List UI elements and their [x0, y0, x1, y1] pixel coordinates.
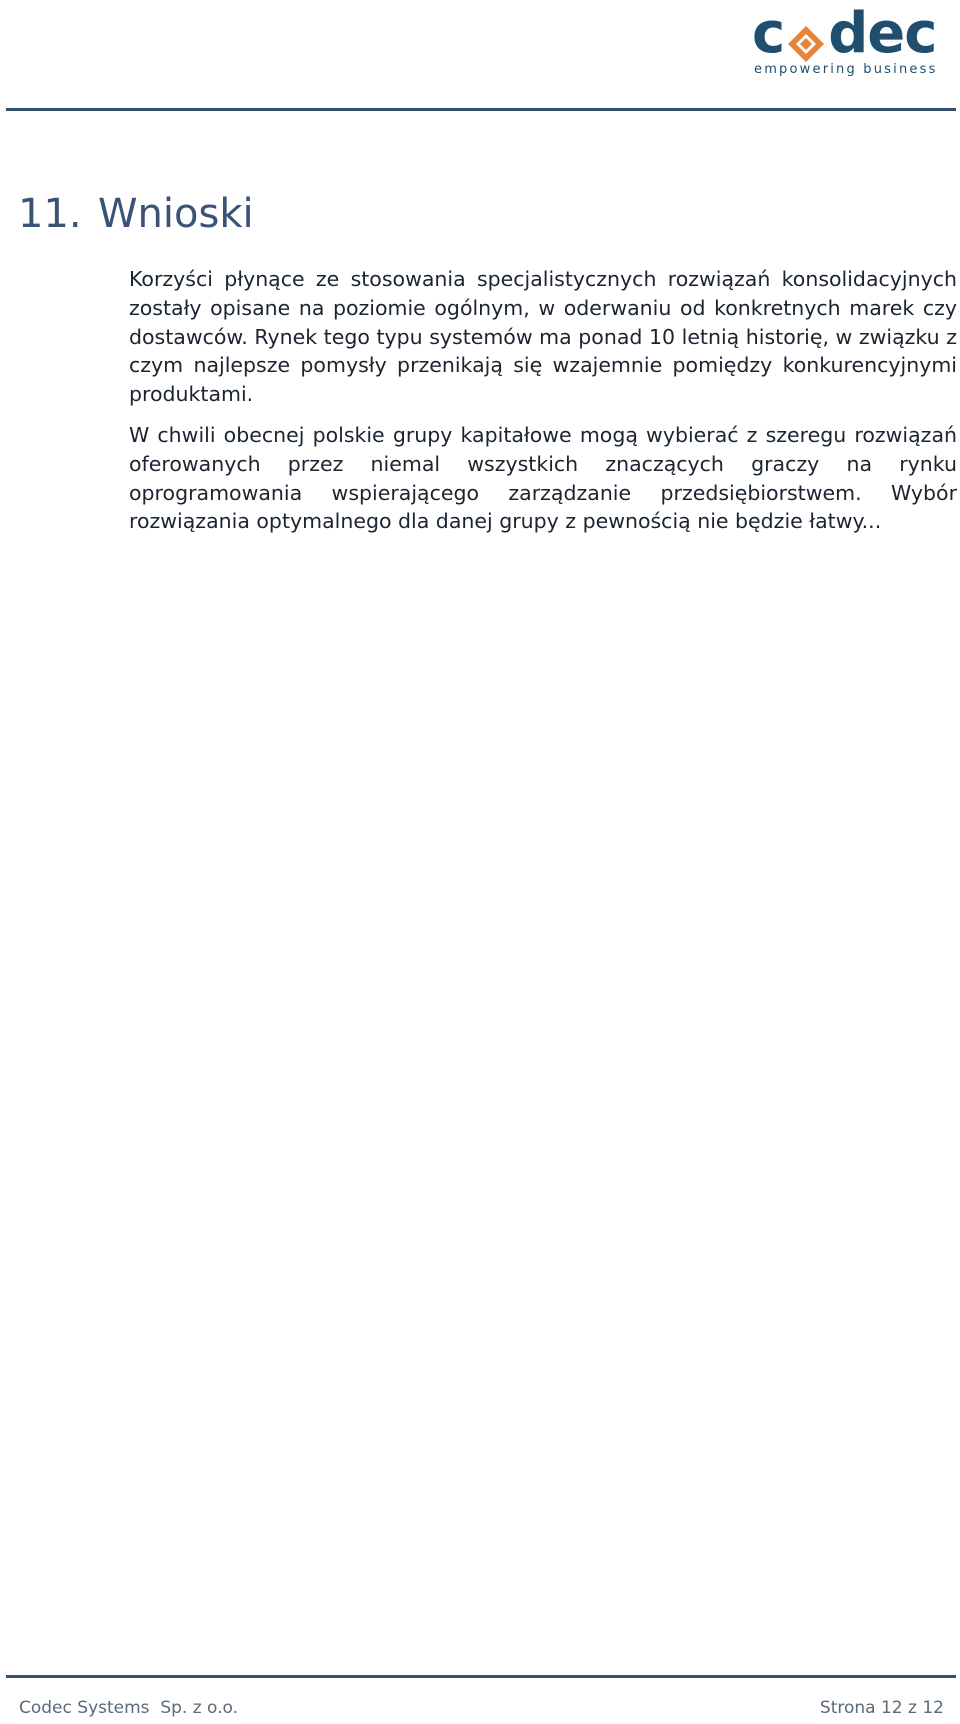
footer-page-number: Strona 12 z 12 — [819, 1698, 944, 1718]
header-divider — [6, 108, 956, 111]
logo-wordmark — [752, 1, 944, 66]
body-text — [129, 265, 957, 548]
paragraph-1: Korzyści płynące ze stosowania specjalistycznych rozwiązań konsolidacyjnych zostały opisane na poziomie ogólnym, w oderwaniu od konkretnych marek czy dostawców. Rynek tego typu systemów ma ponad 10 letnią historię, w związku z czym najlepsze pomysły przenikają się wzajemnie pomiędzy konkurencyjnymi produktami. — [129, 267, 957, 407]
footer-company-name: Codec Systems Sp. z o.o. — [19, 1698, 239, 1718]
company-logo — [752, 1, 944, 78]
logo-diamond-icon — [786, 18, 826, 58]
logo-tagline: empowering business — [754, 62, 938, 77]
logo-letter-c: c — [752, 1, 785, 66]
footer-divider — [6, 1675, 956, 1678]
section-title: Wnioski — [98, 191, 254, 237]
logo-letters-dec: dec — [828, 1, 937, 66]
section-number: 11. — [18, 191, 82, 237]
section-heading — [18, 190, 254, 238]
paragraph-2: W chwili obecnej polskie grupy kapitałowe mogą wybierać z szeregu rozwiązań oferowanych przez niemal wszystkich znaczących graczy na rynku oprogramowania wspierającego zarządzanie przedsiębiorstwem. Wybór rozwiązania optymalnego dla danej grupy z pewnością nie będzie łatwy... — [129, 422, 957, 534]
logo-diamond-graphic — [786, 24, 826, 64]
